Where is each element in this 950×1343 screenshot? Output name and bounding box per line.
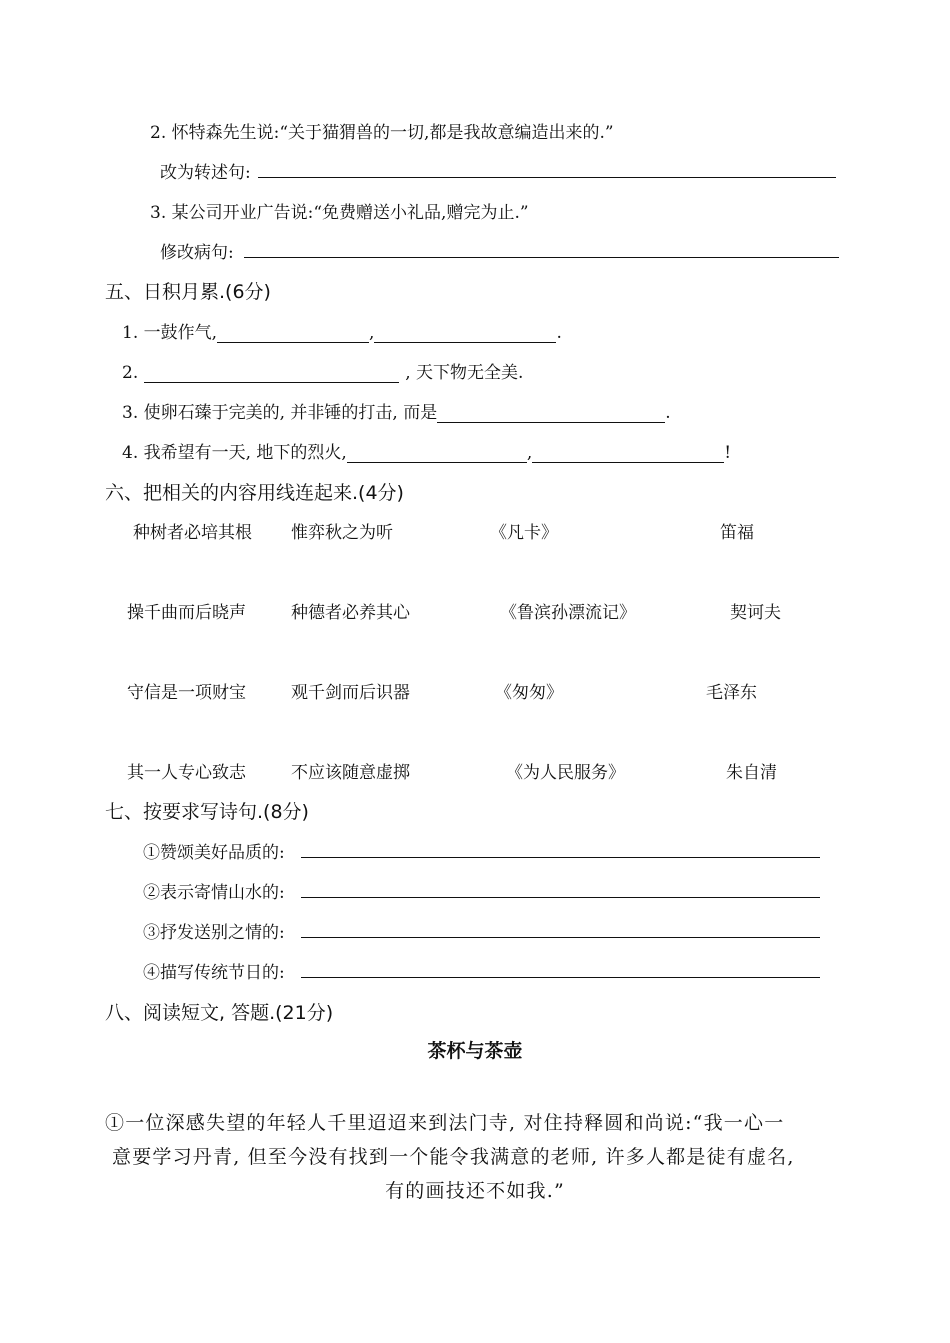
match-col3-item[interactable]: 《为人民服务》 (506, 763, 625, 783)
s5-q1 (122, 318, 562, 343)
s7-item-label: ①赞颂美好品质的: (143, 843, 285, 863)
s4-q3-text: 3. 某公司开业广告说:“免费赠送小礼品,赠完为止.” (150, 203, 529, 223)
match-col1-item[interactable]: 守信是一项财宝 (127, 683, 246, 703)
s5-q2-text: , 天下物无全美. (405, 363, 524, 383)
s5-q1-text: 1. 一鼓作气, (122, 323, 218, 343)
article-title: 茶杯与茶壶 (427, 1040, 523, 1062)
s5-q2-num: 2. (122, 363, 139, 383)
s4-q2-label: 改为转述句: (160, 163, 251, 183)
s5-q4 (122, 438, 731, 463)
s5-q4-blank-1[interactable] (347, 444, 527, 463)
match-col2-item[interactable]: 惟弈秋之为听 (291, 523, 393, 543)
s5-q3-blank[interactable] (437, 404, 665, 423)
s4-q2-text: 2. 怀特森先生说:“关于猫猬兽的一切,都是我故意编造出来的.” (150, 123, 614, 143)
s5-q3-text: 3. 使卵石臻于完美的, 并非锤的打击, 而是 (122, 403, 438, 423)
s5-q3 (122, 398, 671, 423)
section7-heading: 七、按要求写诗句.(8分) (105, 801, 309, 823)
s5-q1-blank-1[interactable] (217, 324, 369, 343)
s5-q4-blank-2[interactable] (532, 444, 724, 463)
s5-q1-comma: , (369, 323, 375, 343)
match-col3-item[interactable]: 《鲁滨孙漂流记》 (500, 603, 636, 623)
match-col2-item[interactable]: 种德者必养其心 (291, 603, 410, 623)
s5-q2-blank[interactable] (144, 364, 399, 383)
s5-q4-comma: , (526, 443, 533, 463)
match-col1-item[interactable]: 种树者必培其根 (133, 523, 252, 543)
s7-answer-line[interactable] (301, 897, 820, 898)
s7-answer-line[interactable] (301, 937, 820, 938)
match-col4-item[interactable]: 契诃夫 (730, 603, 781, 623)
article-p1-line2: 意要学习丹青, 但至今没有找到一个能令我满意的老师, 许多人都是徒有虚名, (112, 1146, 795, 1168)
s7-answer-line[interactable] (301, 977, 820, 978)
s4-q3-answer-line[interactable] (244, 257, 839, 258)
s5-q4-end: ! (724, 443, 732, 463)
s5-q1-blank-2[interactable] (374, 324, 556, 343)
section8-heading: 八、阅读短文, 答题.(21分) (105, 1002, 334, 1024)
s5-q4-text: 4. 我希望有一天, 地下的烈火, (122, 443, 347, 463)
match-col2-item[interactable]: 不应该随意虚掷 (291, 763, 410, 783)
s7-item-label: ④描写传统节日的: (143, 963, 285, 983)
match-col3-item[interactable]: 《匆匆》 (495, 683, 563, 703)
match-col3-item[interactable]: 《凡卡》 (490, 523, 558, 543)
section6-heading: 六、把相关的内容用线连起来.(4分) (105, 482, 404, 504)
article-p1-line1: ①一位深感失望的年轻人千里迢迢来到法门寺, 对住持释圆和尚说:“我一心一 (105, 1112, 785, 1134)
s5-q1-end: . (556, 323, 562, 343)
match-col4-item[interactable]: 朱自清 (726, 763, 777, 783)
s4-q3-label: 修改病句: (160, 243, 234, 263)
article-p1-line3: 有的画技还不如我.” (385, 1180, 565, 1202)
s4-q2-answer-line[interactable] (258, 177, 836, 178)
s5-q3-end: . (665, 403, 671, 423)
s7-item-label: ②表示寄情山水的: (143, 883, 285, 903)
match-col2-item[interactable]: 观千剑而后识器 (291, 683, 410, 703)
match-col4-item[interactable]: 笛福 (720, 523, 754, 543)
match-col1-item[interactable]: 其一人专心致志 (127, 763, 246, 783)
s7-answer-line[interactable] (301, 857, 820, 858)
match-col4-item[interactable]: 毛泽东 (706, 683, 757, 703)
match-col1-item[interactable]: 操千曲而后晓声 (127, 603, 246, 623)
s7-item-label: ③抒发送别之情的: (143, 923, 285, 943)
s5-q2 (122, 358, 523, 383)
section5-heading: 五、日积月累.(6分) (105, 281, 271, 303)
